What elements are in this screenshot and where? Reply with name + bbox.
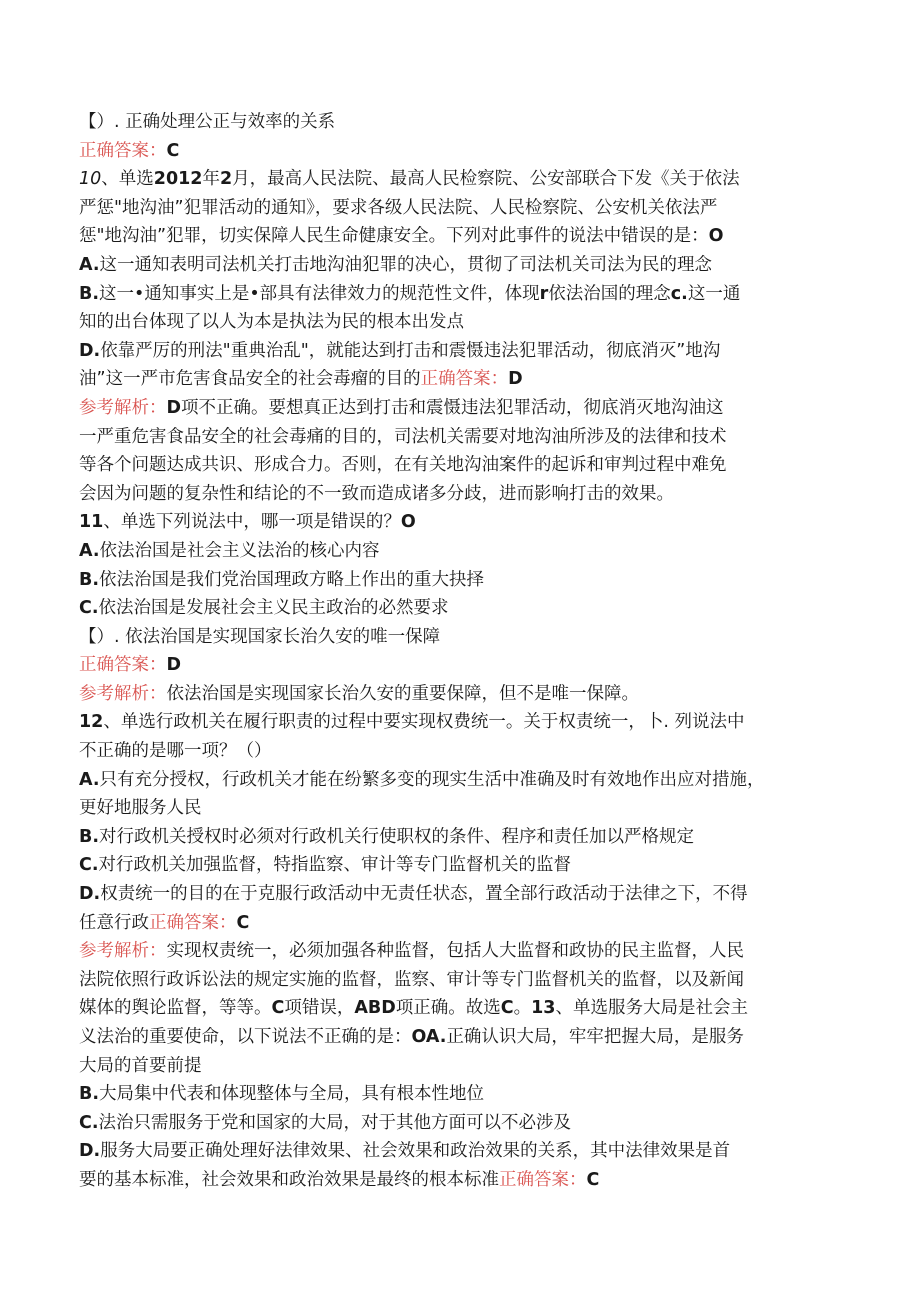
text-line [79,1109,849,1138]
text-segment: C. [79,1112,99,1133]
text-segment: 【）. 依法治国是实现国家长治久安的唯一保障 [79,626,441,647]
text-segment: 大局的首要前提 [79,1055,202,1076]
text-segment: B. [79,283,99,304]
text-line [79,337,849,366]
text-line [79,594,849,623]
answer-label: 正确答案： [420,369,509,390]
text-segment: O [400,512,416,533]
text-line [79,251,849,280]
text-line [79,680,849,709]
text-segment: C. [79,598,99,619]
answer-label: 正确答案： [499,1169,587,1190]
text-segment: 等各个问题达成共识、形成合力。否则，在有关地沟油案件的起诉和审判过程中难免 [79,455,727,476]
text-segment: 年 [202,169,220,190]
text-line [79,708,849,737]
text-line [79,1166,849,1195]
text-line [79,566,849,595]
answer-label: 正确答案： [149,912,237,933]
text-segment: C [500,998,514,1019]
text-segment: 实现权责统一，必须加强各种监督，包括人大监督和政协的民主监督，人民 [166,941,744,962]
text-segment: 对行政机关加强监督，特指监察、审计等专门监督机关的监督 [98,855,571,876]
text-segment: 11 [79,512,104,533]
text-segment: 12 [79,712,104,733]
text-line [79,1080,849,1109]
text-line [79,537,849,566]
text-segment: 这一通知表明司法机关打击地沟油犯罪的决心，贯彻了司法机关司法为民的理念 [99,254,713,275]
text-segment: 会因为问题的复杂性和结论的不一致而造成诸多分歧，进而影响打击的效果。 [79,483,674,504]
text-line [79,165,849,194]
text-segment: C [271,998,285,1019]
text-line [79,194,849,223]
text-segment: 媒体的舆论监督，等等。 [79,998,272,1019]
text-segment: 13 [531,998,556,1019]
text-line [79,1052,849,1081]
text-segment: 义法治的重要使命，以下说法不正确的是： [79,1027,412,1047]
text-segment: 依法治国的理念 [548,283,671,304]
text-segment: B. [79,1084,99,1105]
text-segment: D [508,369,523,390]
text-segment: D [166,655,182,676]
text-segment: 知的出台体现了以人为本是执法为民的根本出发点 [79,312,464,333]
answer-label: 正确答案： [79,655,167,676]
text-segment: 项正确。故选 [395,998,501,1019]
text-segment: 【）. 正确处理公正与效率的关系 [79,112,336,132]
text-segment: C [236,912,250,933]
text-line [79,651,849,680]
text-segment: 依靠严厉的刑法"重典治乱"，就能达到打击和震慑违法犯罪活动，彻底消灭”地沟 [100,340,721,361]
text-segment: 、单选 [101,169,154,190]
text-line [79,794,849,823]
text-segment: 依法治国是我们党治国理政方略上作出的重大抉择 [99,569,484,590]
text-line [79,994,849,1023]
text-segment: D. [79,884,101,905]
text-line [79,909,849,938]
text-segment: 依法治国是社会主义法治的核心内容 [99,540,380,561]
text-line [79,823,849,852]
text-segment: O [708,226,724,247]
text-line [79,623,849,652]
answer-label: 参考解析： [79,397,167,418]
text-line [79,966,849,995]
text-segment: 这一•通知事实上是•部具有法律效力的规范性文件，体现 [99,283,540,304]
document-body [79,108,849,1195]
answer-label: 参考解析： [79,683,167,704]
text-segment: 、单选服务大局是社会主 [555,998,748,1019]
text-segment: 。 [513,998,532,1019]
text-segment: A. [79,254,100,275]
text-line [79,365,849,394]
text-segment: A. [79,540,100,561]
text-segment: 只有充分授权，行政机关才能在纷繁多变的现实生活中准确及时有效地作出应对措施， [99,769,765,790]
text-segment: 正确认识大局，牢牢把握大局，是服务 [446,1027,744,1047]
text-line [79,423,849,452]
text-segment: r [539,283,549,304]
text-line [79,1023,849,1052]
text-line [79,737,849,766]
text-segment: B. [79,826,99,847]
text-line [79,308,849,337]
text-segment: C [166,140,180,161]
text-segment: D. [79,1141,101,1162]
text-segment: 服务大局要正确处理好法律效果、社会效果和政治效果的关系，其中法律效果是首 [100,1141,731,1162]
text-segment: 油”这一严市危害食品安全的社会毒瘤的目的 [79,369,421,390]
text-segment: 项错误， [284,998,355,1019]
text-segment: 项不正确。要想真正达到打击和震慑违法犯罪活动，彻底消灭地沟油这 [181,397,724,418]
text-line [79,851,849,880]
text-segment: 更好地服务人民 [79,798,202,819]
text-segment: 2 [220,169,233,190]
text-segment: 、单选行政机关在履行职责的过程中要实现权费统一。关于权责统一，卜. 列说法中 [103,712,745,733]
text-line [79,1137,849,1166]
text-segment: 不正确的是哪一项？（） [79,741,272,762]
text-segment: C [586,1169,600,1190]
text-segment: 大局集中代表和体现整体与全局，具有根本性地位 [99,1084,484,1105]
text-segment: 这一通 [687,283,741,304]
answer-label: 参考解析： [79,941,167,962]
text-segment: 法院依照行政诉讼法的规定实施的监督，监察、审计等专门监督机关的监督，以及新闻 [79,969,744,990]
text-line [79,766,849,795]
text-line [79,508,849,537]
text-segment: 月，最高人民法院、最高人民检察院、公安部联合下发《关于依法 [232,169,740,190]
text-segment: C. [79,855,99,876]
text-line [79,937,849,966]
text-segment: 法治只需服务于党和国家的大局，对于其他方面可以不必涉及 [98,1112,571,1133]
text-segment: 权责统一的目的在于克服行政活动中无责任状态，置全部行政活动于法律之下，不得 [100,884,748,905]
text-segment: c. [670,283,688,304]
text-segment: 依法治国是实现国家长治久安的重要保障，但不是唯一保障。 [166,683,639,704]
text-segment: 对行政机关授权时必须对行政机关行使职权的条件、程序和责任加以严格规定 [99,826,694,847]
text-segment: 依法治国是发展社会主义民主政治的必然要求 [98,598,449,619]
text-line [79,222,849,251]
text-line [79,280,849,309]
text-segment: 10 [79,169,102,190]
text-segment: 惩"地沟油”犯罪，切实保障人民生命健康安全。下列对此事件的说法中错误的是： [79,226,709,247]
text-segment: 要的基本标准，社会效果和政治效果是最终的根本标准 [79,1169,499,1190]
text-segment: D. [79,340,101,361]
text-segment: OA. [411,1027,447,1047]
text-line [79,394,849,423]
text-segment: B. [79,569,99,590]
text-line [79,480,849,509]
text-line [79,880,849,909]
text-segment: 、单选下列说法中，哪一项是错误的？ [103,512,401,533]
text-line [79,451,849,480]
text-segment: 一严重危害食品安全的社会毒痛的目的，司法机关需要对地沟油所涉及的法律和技术 [79,426,727,447]
text-segment: D [166,397,182,418]
text-segment: 2012 [153,169,203,190]
text-segment: A. [79,769,100,790]
text-segment: ABD [354,998,396,1019]
text-line [79,108,849,137]
answer-label: 正确答案： [79,140,167,161]
text-segment: 严惩"地沟油”犯罪活动的通知》，要求各级人民法院、人民检察院、公安机关依法严 [79,197,718,218]
text-line [79,137,849,166]
text-segment: 任意行政 [79,912,149,933]
